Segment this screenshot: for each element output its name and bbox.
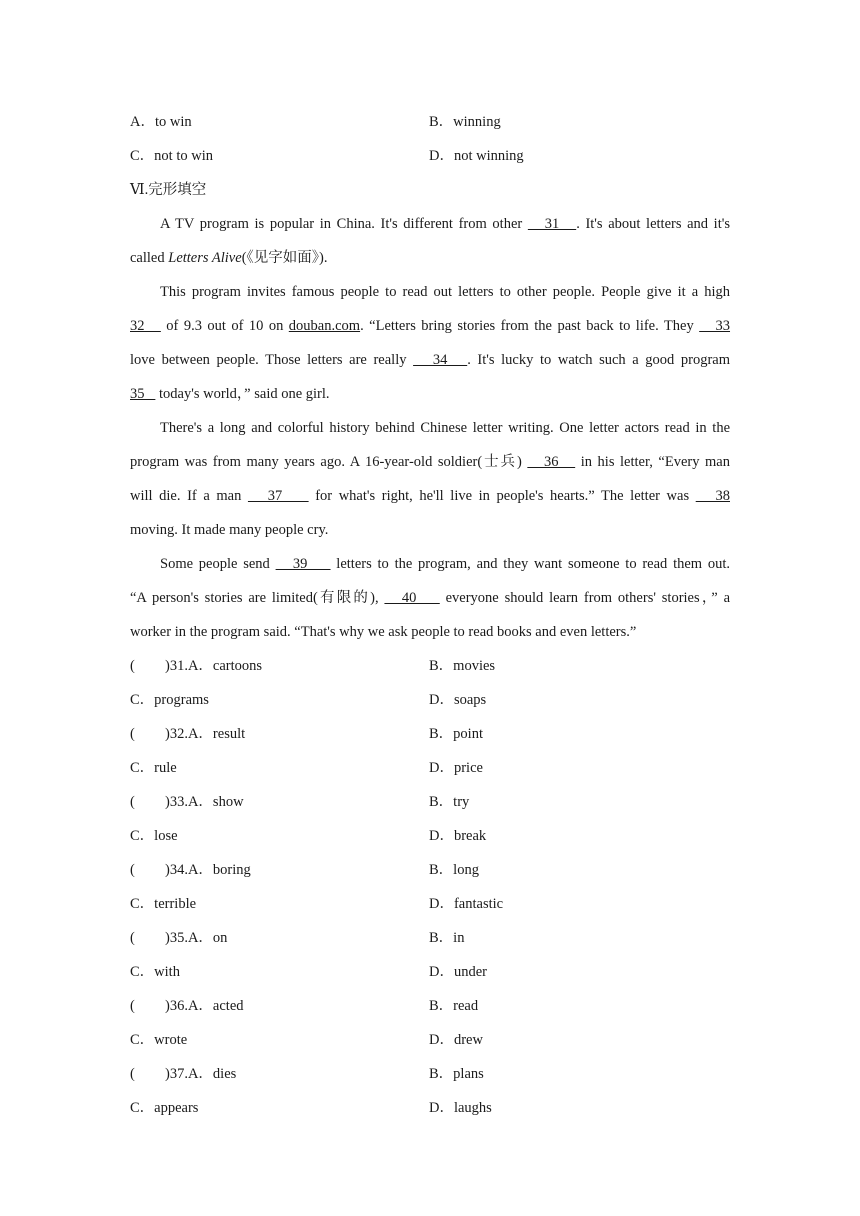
passage-line: There's a long and colorful history behind Chinese letter writing. One letter actors read in the [160, 420, 730, 436]
passage-line: moving. It made many people cry. [130, 522, 329, 538]
question-31-a: ( )31.A．cartoons [130, 658, 263, 674]
question-37-a: ( )37.A．dies [130, 1066, 237, 1082]
question-32-d: D．price [429, 760, 483, 776]
blank-37: 37 [247, 488, 309, 504]
question-32-c: C．rule [130, 760, 177, 776]
passage-line: A TV program is popular in China. It's different from other 31 . It's about letters and it's [160, 216, 730, 232]
question-36-d: D．drew [429, 1032, 483, 1048]
question-31-b: B．movies [429, 658, 496, 674]
section-title: Ⅵ.完形填空 [130, 182, 207, 198]
blank-40: 40 [384, 590, 440, 606]
question-32-b: B．point [429, 726, 483, 742]
blank-35: 35 [130, 386, 156, 402]
question-35-c: C．with [130, 964, 180, 980]
blank-38: 38 [695, 488, 730, 504]
question-33-d: D．break [429, 828, 487, 844]
passage-line: love between people. Those letters are really 34 . It's lucky to watch such a good program [130, 352, 731, 368]
blank-39: 39 [275, 556, 331, 572]
passage-line: called Letters Alive(《见字如面》). [130, 250, 328, 266]
passage-line: Some people send 39 letters to the program, and they want someone to read them out. [160, 556, 731, 572]
question-34-c: C．terrible [130, 896, 197, 912]
question-36-c: C．wrote [130, 1032, 188, 1048]
passage-line: will die. If a man 37 for what's right, he'll live in people's hearts.” The letter was 38 [130, 488, 730, 504]
passage-line: program was from many years ago. A 16-year-old soldier(士兵) 36 in his letter, “Every man [130, 454, 730, 470]
question-37-c: C．appears [130, 1100, 199, 1116]
blank-33: 33 [699, 318, 731, 334]
douban-link[interactable]: douban.com [288, 318, 361, 334]
prev-option-d: D．not winning [429, 148, 524, 164]
program-title: Letters Alive [168, 250, 242, 266]
question-35-d: D．under [429, 964, 487, 980]
question-33-a: ( )33.A．show [130, 794, 244, 810]
passage-line: 35 today's world，” said one girl. [130, 386, 330, 402]
prev-option-a: A．to win [130, 114, 192, 130]
prev-option-c: C．not to win [130, 148, 213, 164]
question-31-c: C．programs [130, 692, 209, 708]
question-34-b: B．long [429, 862, 479, 878]
passage-line: worker in the program said. “That's why we ask people to read books and even letters.” [130, 624, 637, 640]
question-32-a: ( )32.A．result [130, 726, 246, 742]
blank-34: 34 [413, 352, 468, 368]
question-31-d: D．soaps [429, 692, 487, 708]
question-37-b: B．plans [429, 1066, 484, 1082]
question-33-b: B．try [429, 794, 470, 810]
prev-option-b: B．winning [429, 114, 501, 130]
passage-line: 32 of 9.3 out of 10 on douban.com. “Letters bring stories from the past back to life. They 33 [130, 318, 731, 334]
question-36-a: ( )36.A．acted [130, 998, 244, 1014]
question-34-d: D．fantastic [429, 896, 504, 912]
question-36-b: B．read [429, 998, 479, 1014]
question-35-a: ( )35.A．on [130, 930, 228, 946]
question-33-c: C．lose [130, 828, 178, 844]
blank-36: 36 [527, 454, 576, 470]
passage-line: This program invites famous people to read out letters to other people. People give it a high [160, 284, 730, 300]
question-37-d: D．laughs [429, 1100, 492, 1116]
blank-32: 32 [130, 318, 161, 334]
passage-line: “A person's stories are limited(有限的), 40 everyone should learn from others' stories，” a [130, 590, 731, 606]
blank-31: 31 [527, 216, 577, 232]
question-34-a: ( )34.A．boring [130, 862, 251, 878]
question-35-b: B．in [429, 930, 465, 946]
